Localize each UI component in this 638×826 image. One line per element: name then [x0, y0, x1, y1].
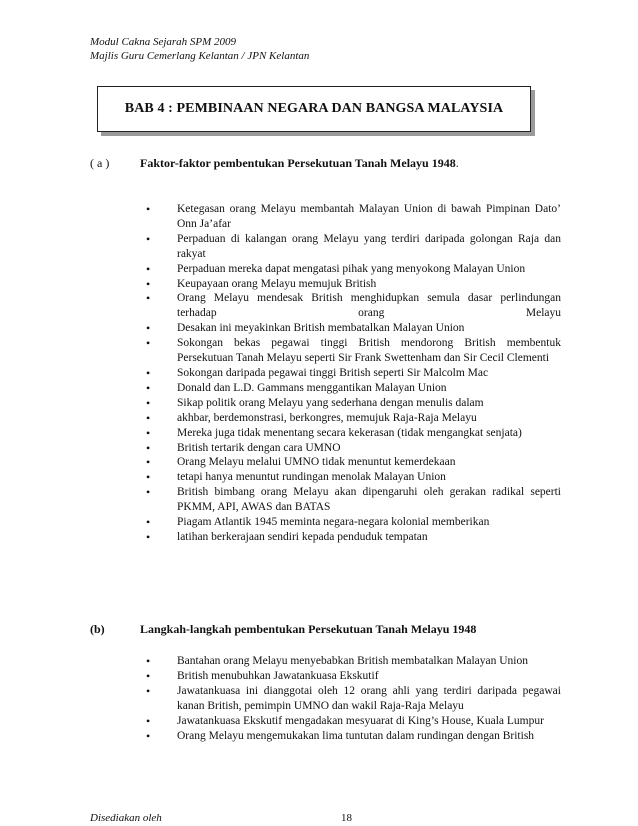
list-item: • Orang Melayu melalui UMNO tidak menuntut kemerdekaan: [140, 455, 561, 470]
list-item: • Mereka juga tidak menentang secara kekerasan (tidak mengangkat senjata): [140, 426, 561, 441]
list-item: • Orang Melayu mengemukakan lima tuntutan dalam rundingan dengan British: [140, 729, 561, 744]
list-item: • Keupayaan orang Melayu memujuk British: [140, 277, 561, 292]
list-item: • Piagam Atlantik 1945 meminta negara-negara kolonial memberikan: [140, 515, 561, 530]
list-item: • British tertarik dengan cara UMNO: [140, 441, 561, 456]
list-item: • British bimbang orang Melayu akan dipengaruhi oleh gerakan radikal seperti PKMM, API, AWAS dan BATAS: [140, 485, 561, 515]
list-item: • akhbar, berdemonstrasi, berkongres, memujuk Raja-Raja Melayu: [140, 411, 561, 426]
section-b-title: Langkah-langkah pembentukan Persekutuan Tanah Melayu 1948: [140, 622, 477, 636]
section-a-list: [140, 202, 561, 545]
list-item: • British menubuhkan Jawatankuasa Ekskutif: [140, 669, 561, 684]
section-b-list: [140, 654, 561, 743]
list-item: • Sokongan bekas pegawai tinggi British mendorong British membentuk Persekutuan Tanah Melayu seperti Sir Frank Swettenham dan Sir Cecil Clementi: [140, 336, 561, 366]
chapter-title: BAB 4 : PEMBINAAN NEGARA DAN BANGSA MALAYSIA: [124, 101, 504, 116]
footer-prepared-by: Disediakan oleh: [90, 812, 162, 824]
section-b-label: (b): [90, 622, 105, 636]
list-item: • tetapi hanya menuntut rundingan menolak Malayan Union: [140, 470, 561, 485]
list-item: • Jawatankuasa Ekskutif mengadakan mesyuarat di King’s House, Kuala Lumpur: [140, 714, 561, 729]
list-item: • Donald dan L.D. Gammans menggantikan Malayan Union: [140, 381, 561, 396]
section-a-title-text: Faktor-faktor pembentukan Persekutuan Tanah Melayu 1948: [140, 156, 456, 170]
chapter-title-box: [97, 86, 531, 132]
page-number: 18: [341, 812, 352, 824]
list-item: • Perpaduan di kalangan orang Melayu yang terdiri daripada golongan Raja dan rakyat: [140, 232, 561, 262]
list-item: • Jawatankuasa ini dianggotai oleh 12 orang ahli yang terdiri daripada pegawai kanan British, pemimpin UMNO dan wakil Raja-Raja Melayu: [140, 684, 561, 714]
header-module-title: Modul Cakna Sejarah SPM 2009: [90, 36, 237, 48]
list-item: • Orang Melayu mendesak British menghidupkan semula dasar perlindungan terhadap orang Melayu: [140, 291, 561, 321]
section-a-title-period: .: [455, 156, 459, 170]
list-item: • Ketegasan orang Melayu membantah Malayan Union di bawah Pimpinan Dato’ Onn Ja’afar: [140, 202, 561, 232]
section-a-title: [140, 156, 459, 171]
list-item: • latihan berkerajaan sendiri kepada penduduk tempatan: [140, 530, 561, 545]
list-item: • Perpaduan mereka dapat mengatasi pihak yang menyokong Malayan Union: [140, 262, 561, 277]
list-item: • Sikap politik orang Melayu yang sederhana dengan menulis dalam: [140, 396, 561, 411]
header-council-name: Majlis Guru Cemerlang Kelantan / JPN Kelantan: [90, 50, 310, 62]
list-item: • Bantahan orang Melayu menyebabkan British membatalkan Malayan Union: [140, 654, 561, 669]
section-a-label: ( a ): [90, 156, 110, 170]
list-item: • Desakan ini meyakinkan British membatalkan Malayan Union: [140, 321, 561, 336]
list-item: • Sokongan daripada pegawai tinggi British seperti Sir Malcolm Mac: [140, 366, 561, 381]
